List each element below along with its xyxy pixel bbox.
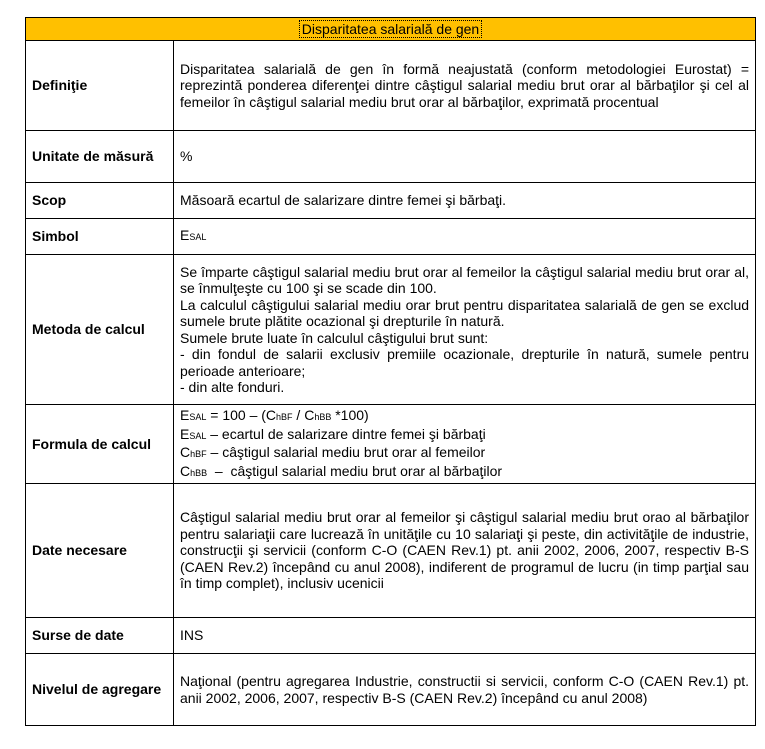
label-surse: Surse de date [26,618,174,654]
label-metoda: Metoda de calcul [26,255,174,405]
metoda-line: La calculul câştigului salarial mediu orar brut pentru disparitatea salarială de gen se exclud sumele brute plătite ocazional şi drepturile în natură. [180,296,750,329]
label-date: Date necesare [26,484,174,618]
label-definitie: Definiţie [26,41,174,131]
row-simbol [26,219,756,255]
formula-line-3: ChBF – câştigul salarial mediu brut orar al femeilor [180,444,486,460]
value-unitate: % [174,131,756,183]
value-date: Câştigul salarial mediu brut orar al femeilor şi câştigul salarial mediu brut orao al bărbaţilor pentru salariaţii care lucrează în unităţile cu 10 salariaţi şi peste, din activităţile de industrie, construcţii şi servicii (conform C-O (CAEN Rev.1) pt. anii 2002, 2006, 2007, respectiv B-S (CAEN Rev.2) începând cu anul 2008), indiferent de programul de lucru (in timp parţial sau în timp complet), inclusiv ucenicii [174,484,756,618]
row-surse [26,618,756,654]
value-metoda [174,255,756,405]
value-surse: INS [174,618,756,654]
metoda-line: - din fondul de salarii exclusiv premiile ocazionale, drepturile în natură, sumele pentru perioade anterioare; [180,346,750,379]
label-nivel: Nivelul de agregare [26,654,174,726]
metoda-line: - din alte fonduri. [180,379,285,395]
formula-line-4: ChBB – câştigul salarial mediu brut orar al bărbaţilor [180,462,503,479]
label-scop: Scop [26,183,174,219]
row-metoda [26,255,756,405]
indicator-sheet-table [25,17,756,726]
value-scop: Măsoară ecartul de salarizare dintre femei şi bărbaţi. [174,183,756,219]
label-simbol: Simbol [26,219,174,255]
formula-line-1: ESAL = 100 – (ChBF / ChBB *100) [180,407,369,423]
label-formula: Formula de calcul [26,405,174,484]
value-simbol [174,219,756,255]
formula-line-2: ESAL – ecartul de salarizare dintre femei şi bărbaţi [180,425,486,442]
row-unitate [26,131,756,183]
row-scop [26,183,756,219]
label-unitate: Unitate de măsură [26,131,174,183]
symbol-letter: E [180,227,190,244]
value-definitie: Disparitatea salarială de gen în formă neajustată (conform metodologiei Eurostat) = reprezintă ponderea diferenţei dintre câştigul salarial mediu brut orar al bărbaţilor şi cel al femeilor în câştigul salarial mediu brut orar al bărbaţilor, exprimată procentual [174,41,756,131]
metoda-line: Sumele brute luate în calculul câştigului brut sunt: [180,329,489,346]
row-formula [26,405,756,484]
table-title: Disparitatea salarială de gen [299,20,482,38]
value-nivel: Naţional (pentru agregarea Industrie, constructii si servicii, conform C-O (CAEN Rev.1) pt. anii 2002, 2006, 2007, respectiv B-S (CAEN Rev.2) începând cu anul 2008) [174,654,756,726]
row-definitie [26,41,756,131]
metoda-line: Se împarte câştigul salarial mediu brut orar al femeilor la câştigul salarial mediu brut orar al, se înmulţeşte cu 100 şi se scade din 100. [180,263,750,296]
row-date [26,484,756,618]
row-nivel [26,654,756,726]
symbol-subscript: SAL [189,232,207,243]
value-formula [174,405,756,484]
table-title-row [26,18,756,41]
table-title-cell [26,18,756,41]
